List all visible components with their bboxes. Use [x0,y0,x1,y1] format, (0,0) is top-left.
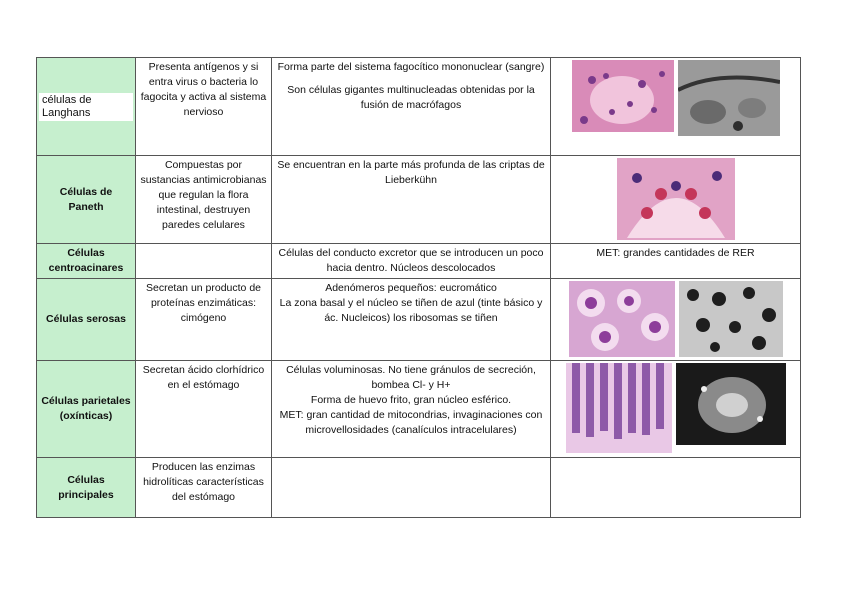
cell-description: Se encuentran en la parte más profunda de las criptas de Lieberkühn [272,156,551,244]
cell-function: Secretan un producto de proteínas enzimáticas: cimógeno [136,279,272,361]
table-row [37,244,801,279]
cell-description [272,279,551,361]
description-line: Adenómeros pequeños: eucromático [325,282,497,294]
parietal-electron-micrograph [676,363,786,445]
cell-description [272,361,551,458]
description-line: Son células gigantes multinucleadas obtenidas por la fusión de macrófagos [287,84,535,111]
cell-name [37,58,136,156]
langhans-histology-image [572,60,674,132]
cell-name: Células principales [37,458,136,518]
table-row [37,58,801,156]
cell-name: Células parietales (oxínticas) [37,361,136,458]
gastric-glands-histology-image [566,363,672,453]
cell-name-text: células de Langhans [39,93,133,121]
cell-media [551,58,801,156]
table-row [37,361,801,458]
cell-name: Células serosas [37,279,136,361]
cell-function: Compuestas por sustancias antimicrobianas que regulan la flora intestinal, destruyen paredes celulares [136,156,272,244]
paneth-histology-image [617,158,735,240]
table-row [37,458,801,518]
description-line: La zona basal y el núcleo se tiñen de azul (tinte básico y ác. Nucleicos) los ribosomas se tiñen [279,297,543,324]
cell-function [136,244,272,279]
zymogen-electron-micrograph [679,281,783,357]
cell-name: Células centroacinares [37,244,136,279]
cell-function: Secretan ácido clorhídrico en el estómago [136,361,272,458]
cell-description: Células del conducto excretor que se introducen un poco hacia dentro. Núcleos descolocados [272,244,551,279]
cell-media [551,458,801,518]
table-row [37,279,801,361]
serous-histology-image [569,281,675,357]
description-line: Forma de huevo frito, gran núcleo esférico. [310,394,512,406]
cell-media-text: MET: grandes cantidades de RER [551,244,801,279]
cell-description [272,458,551,518]
cell-media [551,361,801,458]
table-row [37,156,801,244]
description-line: Células voluminosas. No tiene gránulos de secreción, bombea Cl- y H+ [286,364,536,391]
description-line: Forma parte del sistema fagocítico mononuclear (sangre) [277,61,545,73]
cell-function: Producen las enzimas hidrolíticas características del estómago [136,458,272,518]
cell-types-table [36,57,801,518]
cell-media [551,279,801,361]
cell-media [551,156,801,244]
cell-name: Células de Paneth [37,156,136,244]
cell-description [272,58,551,156]
langhans-electron-micrograph [678,60,780,136]
description-line: MET: gran cantidad de mitocondrias, invaginaciones con microvellosidades (canalículos intracelulares) [279,409,543,436]
cell-function: Presenta antígenos y si entra virus o bacteria lo fagocita y activa al sistema nervioso [136,58,272,156]
